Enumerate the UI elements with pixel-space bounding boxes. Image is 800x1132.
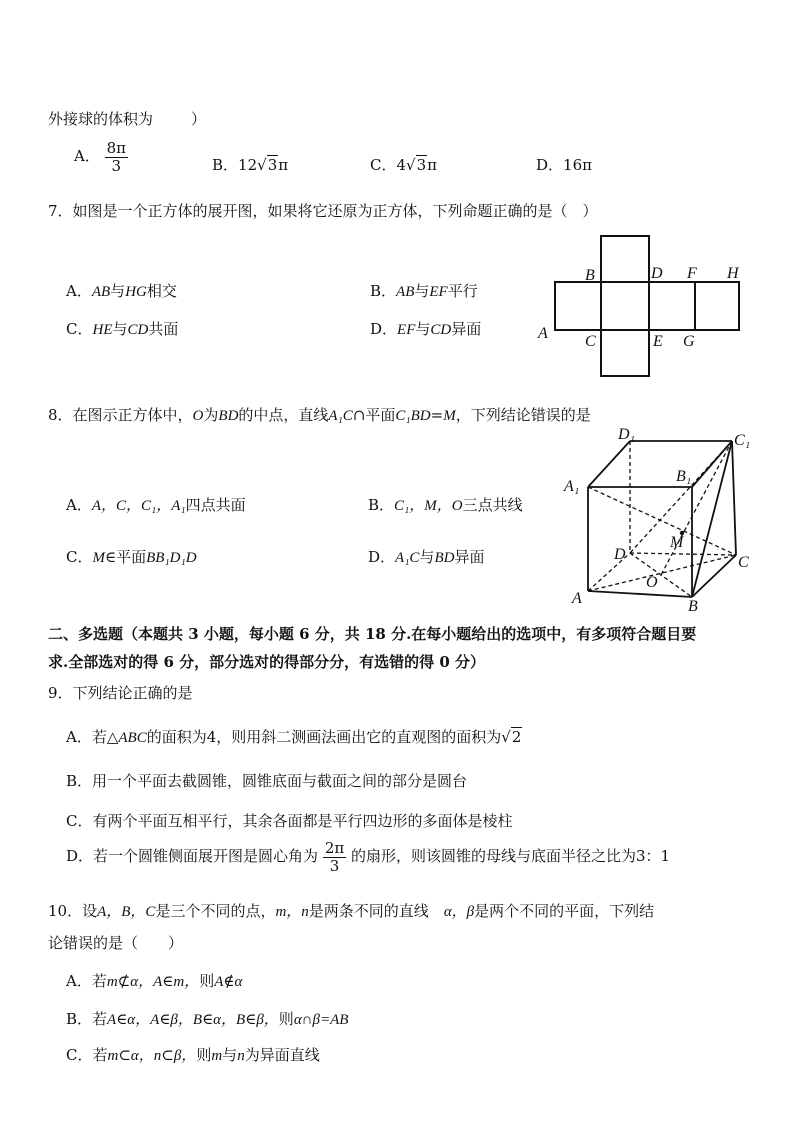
net-label-c: C (585, 333, 596, 350)
text: 与 (419, 548, 435, 566)
text: 10．设 (48, 902, 98, 920)
text: 为 (203, 406, 219, 424)
cube-label-d: D (614, 546, 626, 563)
math: HE (92, 322, 113, 338)
math: M∈ (92, 550, 117, 566)
net-bottom-square (601, 330, 649, 376)
math: BB₁D₁D (146, 550, 197, 566)
edge-dc-hidden (630, 553, 736, 555)
option-label: C． (370, 156, 397, 174)
net-left-square (555, 282, 601, 330)
text: 则 (199, 972, 215, 990)
net-label-b: B (585, 267, 595, 284)
math: m⊄α，A∈m， (106, 974, 200, 990)
text: 是两个不同的平面，下列结 (474, 902, 655, 920)
q9-option-c: C．有两个平面互相平行，其余各面都是平行四边形的多面体是棱柱 (66, 812, 513, 830)
text: 三点共线 (462, 496, 523, 514)
edge-c1c (732, 441, 736, 555)
q6-option-d (536, 154, 592, 175)
math: C₁BD (395, 408, 431, 424)
math: A₁C (395, 550, 420, 566)
option-label: D． (536, 156, 564, 174)
math: m (211, 1048, 223, 1064)
math: M (443, 408, 456, 424)
radicand: 3 (416, 156, 427, 174)
cube-label-a: A (572, 590, 582, 607)
math: CD (127, 322, 149, 338)
fraction (323, 840, 346, 874)
cube-label-b1: B₁ (676, 468, 692, 485)
net-center-square (601, 282, 649, 330)
cube-label-m: M (670, 534, 684, 551)
coef: 4 (396, 156, 407, 174)
text: D．若一个圆锥侧面展开图是圆心角为 (66, 847, 319, 865)
cube-label-d1: D₁ (618, 426, 636, 443)
math: AB (91, 284, 111, 300)
option-label: D． (370, 320, 398, 338)
diag-a1c-hidden (588, 487, 736, 555)
cube-label-o: O (646, 574, 658, 591)
text: 是三个不同的点， (155, 902, 276, 920)
net-label-g: G (683, 333, 695, 350)
net-label-h: H (727, 265, 739, 282)
option-label: B． (212, 156, 239, 174)
radicand: 3 (267, 156, 278, 174)
math: O (192, 408, 204, 424)
cube-figure (560, 425, 765, 617)
q7-stem: 7．如图是一个正方体的展开图，如果将它还原为正方体，下列命题正确的是（ ） (48, 202, 598, 220)
section2-heading-line2: 求.全部选对的得 6 分，部分选对的得部分分，有选错的得 0 分） (48, 653, 485, 671)
net-top-square (601, 236, 649, 282)
q10-option-a (66, 970, 242, 991)
q8-option-d (368, 546, 484, 567)
cube-label-c: C (738, 554, 749, 571)
text: 平面 (116, 548, 147, 566)
math: A∉α (214, 974, 243, 990)
text: C．若 (66, 1046, 108, 1064)
q6-option-c: C．4√3π (370, 156, 437, 174)
q7-option-c (66, 318, 178, 339)
net-square-3 (649, 282, 695, 330)
q6-option-b: B．12√3π (212, 156, 289, 174)
text: ，下列结论错误的是 (455, 406, 591, 424)
option-text: 16π (563, 156, 592, 174)
text: 与 (110, 282, 126, 300)
math: α∩β=AB (293, 1012, 349, 1028)
math: BD (218, 408, 239, 424)
cube-net-figure (535, 230, 760, 382)
text: 与 (222, 1046, 238, 1064)
math: EF (397, 322, 416, 338)
option-label: A． (66, 282, 92, 300)
q6-option-a (74, 140, 128, 174)
math: CD (430, 322, 452, 338)
text: 则 (278, 1010, 294, 1028)
math: HG (125, 284, 147, 300)
option-label: D． (368, 548, 396, 566)
text: 是两条不同的直线 (308, 902, 444, 920)
math: m⊂α，n⊂β， (107, 1048, 197, 1064)
numerator: 2π (324, 839, 345, 857)
q9-option-b: B．用一个平面去截圆锥，圆锥底面与截面之间的部分是圆台 (66, 772, 468, 790)
net-label-d: D (651, 265, 663, 282)
option-label: A． (66, 496, 92, 514)
q10-stem-line1 (48, 900, 654, 921)
q8-option-c (66, 546, 197, 567)
text: 异面 (451, 320, 482, 338)
q10-option-c (66, 1044, 320, 1065)
text: 的扇形，则该圆锥的母线与底面半径之比为3：1 (351, 847, 671, 865)
pi: π (427, 156, 437, 174)
denominator: 3 (111, 156, 122, 175)
q9-option-d (66, 840, 670, 874)
option-label: B． (370, 282, 397, 300)
net-square-4 (695, 282, 739, 330)
option-label: C． (66, 548, 93, 566)
text: 的中点，直线 (238, 406, 329, 424)
numerator: 8π (106, 139, 127, 157)
text: 与 (112, 320, 128, 338)
coef: 12 (238, 156, 258, 174)
text: 平行 (447, 282, 478, 300)
radicand: 2 (511, 728, 522, 746)
text: 相交 (146, 282, 177, 300)
q10-stem-line2: 论错误的是（ ） (48, 934, 184, 952)
text: 与 (415, 320, 431, 338)
math: A₁C (328, 408, 353, 424)
denominator: 3 (329, 856, 340, 875)
math: m，n (275, 904, 309, 920)
q7-option-d (370, 318, 481, 339)
section2-heading-line1: 二、多选题（本题共 3 小题，每小题 6 分，共 18 分.在每小题给出的选项中，有多项符合题目要 (48, 625, 697, 643)
q7-option-b (370, 280, 478, 301)
q7-option-a (66, 280, 177, 301)
q9-stem: 9．下列结论正确的是 (48, 684, 193, 702)
math: BD (434, 550, 455, 566)
q6-stem-tail (48, 108, 206, 129)
option-label: C． (66, 320, 93, 338)
net-label-e: E (653, 333, 663, 350)
edge-d1a1 (588, 441, 630, 487)
q8-stem (48, 404, 591, 425)
cube-label-b: B (688, 598, 698, 615)
text: = (430, 406, 444, 424)
math: n (237, 1048, 245, 1064)
text: 则 (196, 1046, 212, 1064)
math: ABC (118, 730, 147, 746)
math: C₁，M，O (394, 498, 463, 514)
option-label: B． (368, 496, 395, 514)
q6-stem-text: 外接球的体积为 (48, 110, 154, 128)
math: A，C，C₁，A₁ (91, 498, 186, 514)
math: A，B，C (97, 904, 156, 920)
q10-option-b (66, 1008, 348, 1029)
text: 与 (414, 282, 430, 300)
q8-option-b (368, 494, 523, 515)
text: 8．在图示正方体中， (48, 406, 193, 424)
text: 四点共面 (185, 496, 246, 514)
q9-option-a: A．若△ABC的面积为4，则用斜二测画法画出它的直观图的面积为√2 (66, 728, 522, 746)
cube-label-a1: A₁ (564, 478, 580, 495)
cube-label-c1: C₁ (734, 432, 751, 449)
net-label-a: A (538, 325, 548, 342)
edge-ab (588, 591, 692, 597)
text: 异面 (454, 548, 485, 566)
math: EF (429, 284, 448, 300)
text: A．若 (66, 972, 107, 990)
fraction (105, 140, 128, 174)
q8-option-a (66, 494, 246, 515)
text: 为异面直线 (244, 1046, 320, 1064)
math: A∈α，A∈β，B∈α，B∈β， (107, 1012, 279, 1028)
text: 共面 (148, 320, 179, 338)
math: AB (396, 284, 415, 300)
edge-bc (692, 555, 736, 597)
q6-paren: ） (191, 110, 207, 128)
text: ∩平面 (352, 406, 396, 424)
pi: π (278, 156, 289, 174)
option-label: A． (74, 147, 100, 165)
text: A．若△ (66, 728, 119, 746)
net-label-f: F (687, 265, 697, 282)
text: B．若 (66, 1010, 108, 1028)
text: 的面积为4，则用斜二测画法画出它的直观图的面积为 (146, 728, 502, 746)
diag-db-hidden (630, 553, 692, 597)
math: α，β (443, 904, 475, 920)
